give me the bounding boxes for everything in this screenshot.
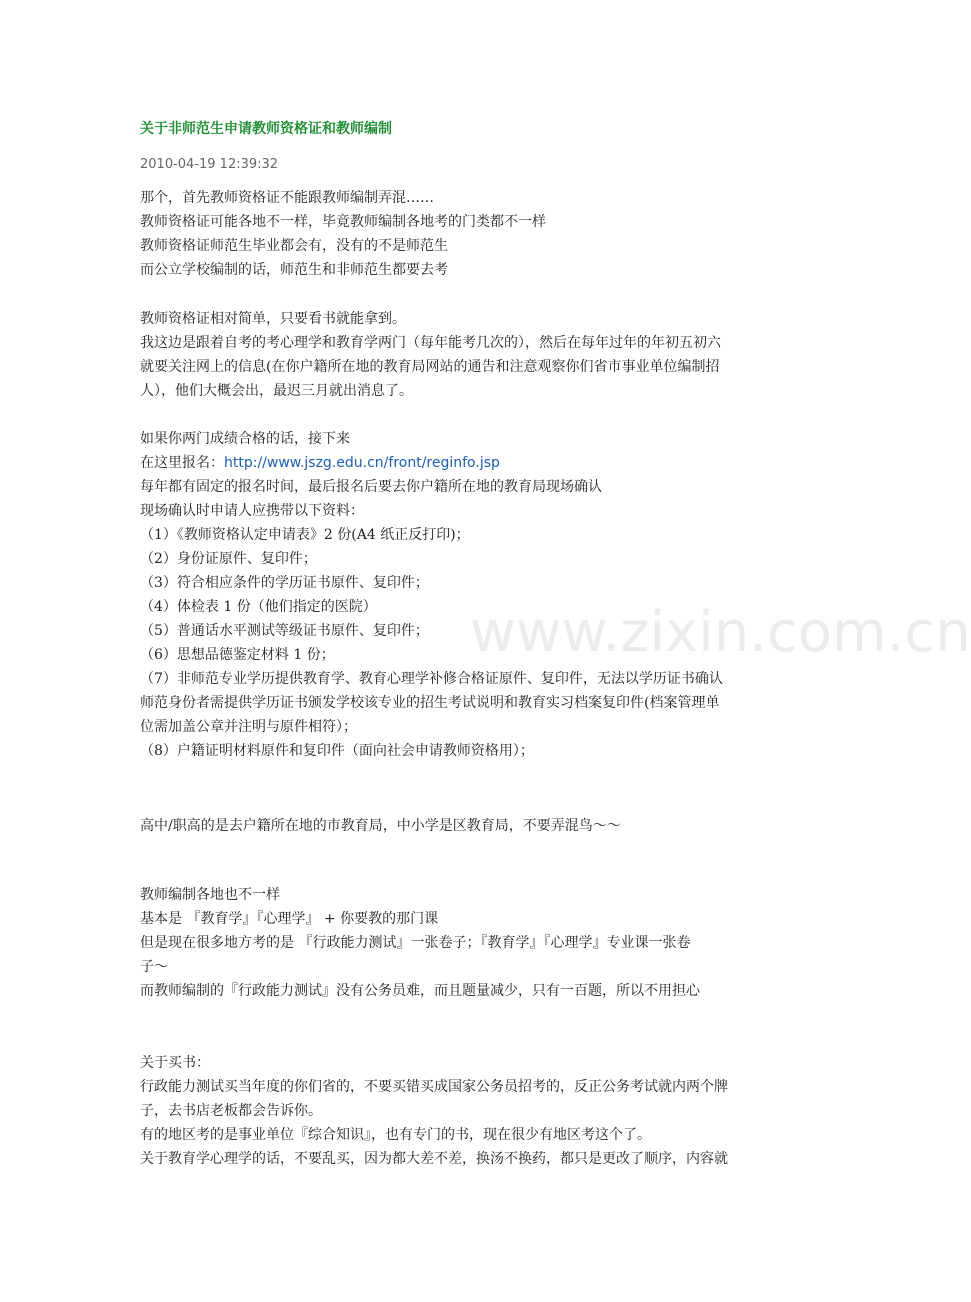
paragraph-line: 教师编制各地也不一样 (140, 887, 280, 903)
list-item: （8）户籍证明材料原件和复印件（面向社会申请教师资格用）； (140, 743, 534, 759)
paragraph-line: 我这边是跟着自考的考心理学和教育学两门（每年能考几次的），然后在每年过年的年初五初六 (140, 335, 721, 351)
article-title: 关于非师范生申请教师资格证和教师编制 (140, 121, 392, 137)
paragraph-line: 而教师编制的『行政能力测试』没有公务员难，而且题量减少，只有一百题，所以不用担心 (140, 983, 700, 999)
paragraph-line: 关于教育学心理学的话，不要乱买，因为都大差不差，换汤不换药，都只是更改了顺序，内容就 (140, 1151, 728, 1167)
registration-label: 在这里报名： (140, 455, 224, 471)
list-item: （4）体检表 1 份（他们指定的医院） (140, 599, 377, 615)
paragraph-line: 有的地区考的是事业单位『综合知识』，也有专门的书，现在很少有地区考这个了。 (140, 1127, 651, 1143)
paragraph-line: 基本是 『教育学』『心理学』 + 你要教的那门课 (140, 911, 439, 927)
registration-line (140, 452, 790, 474)
list-item: （3）符合相应条件的学历证书原件、复印件； (140, 575, 429, 591)
paragraph-line: 关于买书： (140, 1055, 210, 1071)
registration-link[interactable]: http://www.jszg.edu.cn/front/reginfo.jsp (224, 455, 500, 471)
paragraph-line: 教师资格证可能各地不一样，毕竟教师编制各地考的门类都不一样 (140, 214, 546, 230)
paragraph-line: 每年都有固定的报名时间，最后报名后要去你户籍所在地的教育局现场确认 (140, 479, 602, 495)
list-item: （6）思想品德鉴定材料 1 份； (140, 647, 335, 663)
paragraph-line: 就要关注网上的信息(在你户籍所在地的教育局网站的通告和注意观察你们省市事业单位编制招 (140, 359, 720, 375)
list-item: （1）《教师资格认定申请表》2 份(A4 纸正反打印)； (140, 527, 470, 543)
paragraph-line: 子，去书店老板都会告诉你。 (140, 1103, 322, 1119)
paragraph-line: 人），他们大概会出，最迟三月就出消息了。 (140, 383, 413, 399)
paragraph-line: 教师资格证相对简单，只要看书就能拿到。 (140, 311, 406, 327)
list-item: （7）非师范专业学历提供教育学、教育心理学补修合格证原件、复印件，无法以学历证书确认 (140, 671, 723, 687)
list-item: （5）普通话水平测试等级证书原件、复印件； (140, 623, 429, 639)
paragraph-line: 现场确认时申请人应携带以下资料： (140, 503, 364, 519)
article-date: 2010-04-19 12:39:32 (140, 157, 279, 172)
list-item: 师范身份者需提供学历证书颁发学校该专业的招生考试说明和教育实习档案复印件(档案管理单 (140, 695, 720, 711)
watermark: www.zixin.com.cn (470, 600, 971, 665)
paragraph-line: 教师资格证师范生毕业都会有，没有的不是师范生 (140, 238, 448, 254)
list-item: 位需加盖公章并注明与原件相符）； (140, 719, 357, 735)
list-item: （2）身份证原件、复印件； (140, 551, 317, 567)
paragraph-line: 那个，首先教师资格证不能跟教师编制弄混…… (140, 190, 434, 206)
paragraph-line: 行政能力测试买当年度的你们省的，不要买错买成国家公务员招考的，反正公务考试就内两个牌 (140, 1079, 728, 1095)
paragraph-line: 如果你两门成绩合格的话，接下来 (140, 431, 350, 447)
paragraph-line: 高中/职高的是去户籍所在地的市教育局，中小学是区教育局，不要弄混鸟～～ (140, 818, 621, 834)
paragraph-line: 子～ (140, 959, 168, 975)
paragraph-line: 但是现在很多地方考的是 『行政能力测试』一张卷子；『教育学』『心理学』专业课一张卷 (140, 935, 691, 951)
paragraph-line: 而公立学校编制的话，师范生和非师范生都要去考 (140, 262, 448, 278)
